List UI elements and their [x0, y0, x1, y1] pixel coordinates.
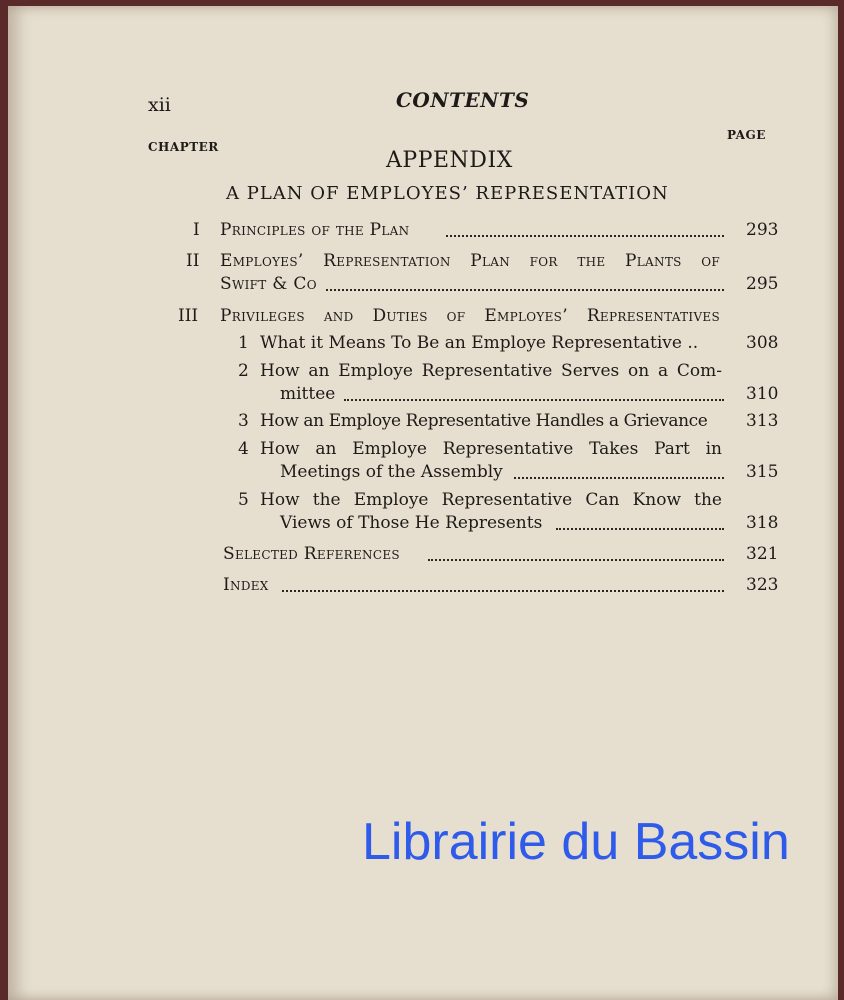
subentry-title: What it Means To Be an Employe Representative ..: [260, 333, 699, 353]
entry-title-line-2: Swift & Co: [220, 274, 317, 294]
leader-dots: [446, 233, 724, 237]
entry-title: Privileges and Duties of Employes’ Representatives: [220, 306, 720, 326]
entry-title: Index: [223, 575, 269, 595]
subentry-title-line-1: How an Employe Representative Serves on a Com-: [260, 361, 722, 381]
subentry-page: 308: [746, 333, 779, 353]
subentry-title-line-2: Views of Those He Represents: [280, 513, 543, 533]
section-number: 5: [238, 490, 249, 510]
chapter-column-label: CHAPTER: [148, 140, 219, 154]
section-number: 3: [238, 411, 249, 431]
section-number: 1: [238, 333, 249, 353]
chapter-number: II: [186, 251, 200, 271]
entry-title: Selected References: [223, 544, 400, 564]
chapter-number: I: [193, 220, 200, 240]
subentry-page: 310: [746, 384, 779, 404]
toc-entry-continuation: [8, 274, 844, 300]
subentry-title: How an Employe Representative Handles a Grievance: [260, 411, 708, 431]
page-column-label: PAGE: [727, 128, 766, 142]
subentry-page: 318: [746, 513, 779, 533]
page-folio: xii: [148, 94, 171, 116]
toc-subentry-continuation: [8, 513, 844, 539]
entry-page: 293: [746, 220, 779, 240]
subentry-title-line-1: How an Employe Representative Takes Part in: [260, 439, 722, 459]
toc-back-matter-entry: [8, 544, 844, 570]
entry-page: 323: [746, 575, 779, 595]
leader-dots: [428, 557, 724, 561]
entry-page: 295: [746, 274, 779, 294]
subentry-page: 313: [746, 411, 779, 431]
toc-subentry: [8, 411, 844, 437]
subentry-title-line-1: How the Employe Representative Can Know the: [260, 490, 722, 510]
leader-dots: [326, 287, 724, 291]
leader-dots: [344, 397, 724, 401]
subentry-page: 315: [746, 462, 779, 482]
subentry-title-line-2: mittee: [280, 384, 336, 404]
entry-page: 321: [746, 544, 779, 564]
toc-subentry-continuation: [8, 384, 844, 410]
chapter-number: III: [178, 306, 199, 326]
toc-entry: [8, 306, 844, 332]
seller-watermark: Librairie du Bassin: [362, 813, 790, 871]
subentry-title-line-2: Meetings of the Assembly: [280, 462, 503, 482]
running-title: CONTENTS: [396, 88, 530, 112]
section-number: 2: [238, 361, 249, 381]
entry-title-line-1: Employes’ Representation Plan for the Plants of: [220, 251, 720, 271]
entry-title: Principles of the Plan: [220, 220, 410, 240]
appendix-heading: APPENDIX: [386, 148, 513, 173]
toc-entry: [8, 220, 844, 246]
appendix-subtitle: A PLAN OF EMPLOYES’ REPRESENTATION: [226, 183, 669, 204]
section-number: 4: [238, 439, 249, 459]
leader-dots: [282, 588, 724, 592]
leader-dots: [556, 526, 724, 530]
toc-subentry-continuation: [8, 462, 844, 488]
toc-back-matter-entry: [8, 575, 844, 601]
leader-dots: [514, 475, 724, 479]
toc-subentry: [8, 333, 844, 359]
